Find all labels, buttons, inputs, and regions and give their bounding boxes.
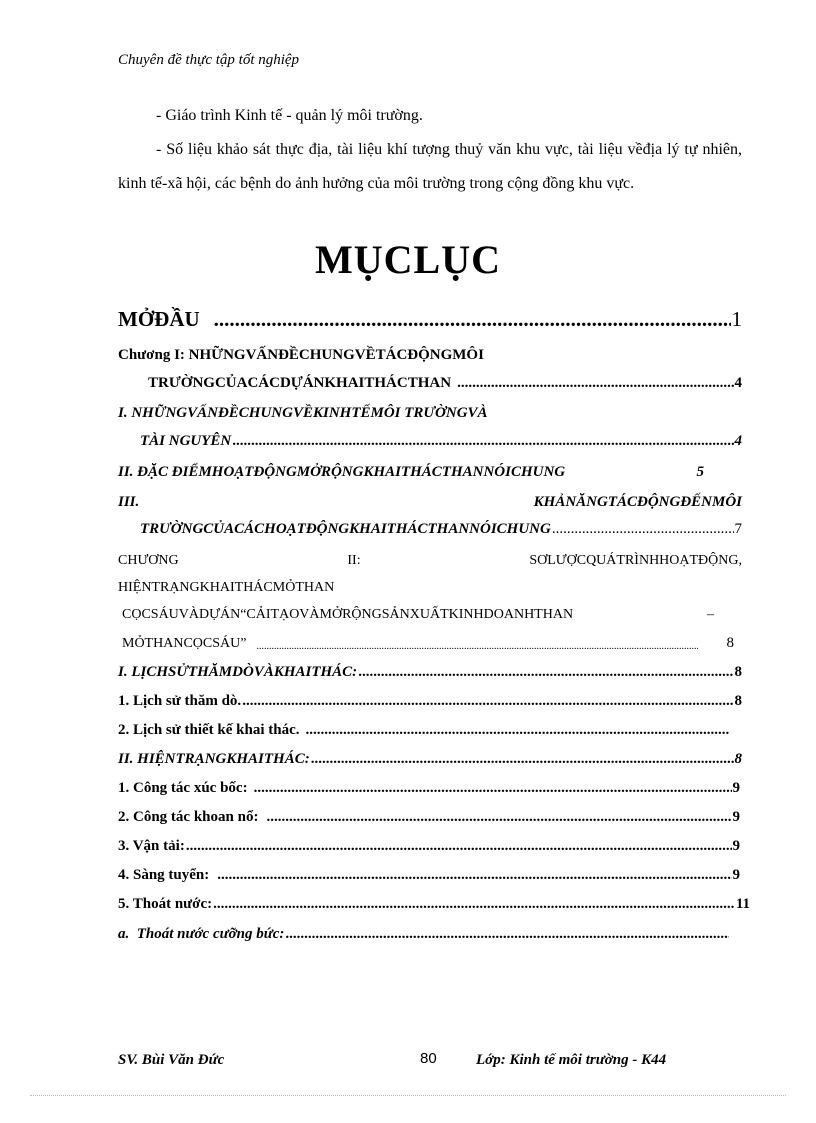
toc-entry-chapter-2-line-2: HIỆNTRẠNGKHAITHÁCMỎTHAN <box>118 580 335 595</box>
toc-entry-chapter-1-line-2: TRƯỜNGCỦACÁCDỰÁNKHAITHÁCTHAN ..... 4 <box>148 370 742 392</box>
footer-page-number: 80 <box>420 1050 437 1067</box>
toc-entry-2-2-4: 4. Sàng tuyển: ..... 9 <box>118 862 740 884</box>
reference-item-2: - Số liệu khảo sát thực địa, tài liệu khí tượng thuỷ văn khu vực, tài liệu vềđịa lý tự nhiên, kinh tế-xã hội, các bệnh do ảnh hưởng của môi trường trong cộng đồng khu vực. <box>118 141 742 192</box>
toc-entry-section-3-line-2: TRƯỜNGCỦACÁCHOẠTĐỘNGKHAITHÁCTHANNÓICHUNG ..... 7 <box>140 516 742 538</box>
toc-entry-chapter-2-line-3: CỌCSÁUVÀDỰÁN“CẢITẠOVÀMỞRỘNGSẢNXUẤTKINHDOANHTHAN – <box>122 607 714 622</box>
toc-entry-2-2-5: 5. Thoát nước: ..... 11 <box>118 891 750 913</box>
toc-entry-chapter-2-line-4: MỎTHANCỌCSÁU” ..... 8 <box>122 630 742 652</box>
toc-entry-section-1-line-1: I. NHỮNGVẤNĐỀCHUNGVỀKINHTẾMÔI TRƯỜNGVÀ <box>118 405 488 421</box>
toc-entry-2-2-1: 1. Công tác xúc bốc: ..... 9 <box>118 775 740 797</box>
toc-entry-section-1-line-2: TÀI NGUYÊN ..... 4 <box>140 428 742 450</box>
reference-item-1: - Giáo trình Kinh tế - quản lý môi trường. <box>156 107 423 124</box>
toc-entry-2-1-2: 2. Lịch sử thiết kế khai thác. ..... <box>118 717 730 739</box>
footer-class: Lớp: Kinh tế môi trường - K44 <box>476 1052 667 1068</box>
running-header: Chuyên đề thực tập tốt nghiệp <box>118 52 300 68</box>
toc-entry-intro: MỞĐẦU ..... 1 <box>118 306 742 332</box>
toc-entry-2-2-2: 2. Công tác khoan nổ: ..... 9 <box>118 804 740 826</box>
toc-entry-section-3-line-1: III. KHẢNĂNGTÁCĐỘNGĐẾNMÔI <box>118 494 742 510</box>
toc-title: MỤCLỤC <box>315 237 501 282</box>
page-bottom-divider <box>30 1095 786 1096</box>
footer-author: SV. Bùi Văn Đức <box>118 1052 225 1068</box>
toc-entry-section-2-2: II. HIỆNTRẠNGKHAITHÁC: ..... 8 <box>118 746 742 768</box>
toc-entry-section-2: II. ĐẶC ĐIỂMHOẠTĐỘNGMỞRỘNGKHAITHÁCTHANNÓICHUNG 5 <box>118 464 704 480</box>
toc-entry-2-2-5-a: a. Thoát nước cưỡng bức: ..... <box>118 921 730 943</box>
toc-entry-chapter-2-line-1: CHƯƠNG II: SƠLƯỢCQUÁTRÌNHHOẠTĐỘNG, <box>118 553 742 568</box>
toc-entry-section-2-1: I. LỊCHSỬTHĂMDÒVÀKHAITHÁC: ..... 8 <box>118 659 742 681</box>
toc-entry-2-1-1: 1. Lịch sử thăm dò. ..... 8 <box>118 688 742 710</box>
toc-entry-chapter-1-line-1: Chương I: NHỮNGVẤNĐỀCHUNGVỀTÁCĐỘNGMÔI <box>118 347 484 363</box>
toc-entry-2-2-3: 3. Vận tải: ..... 9 <box>118 833 740 855</box>
